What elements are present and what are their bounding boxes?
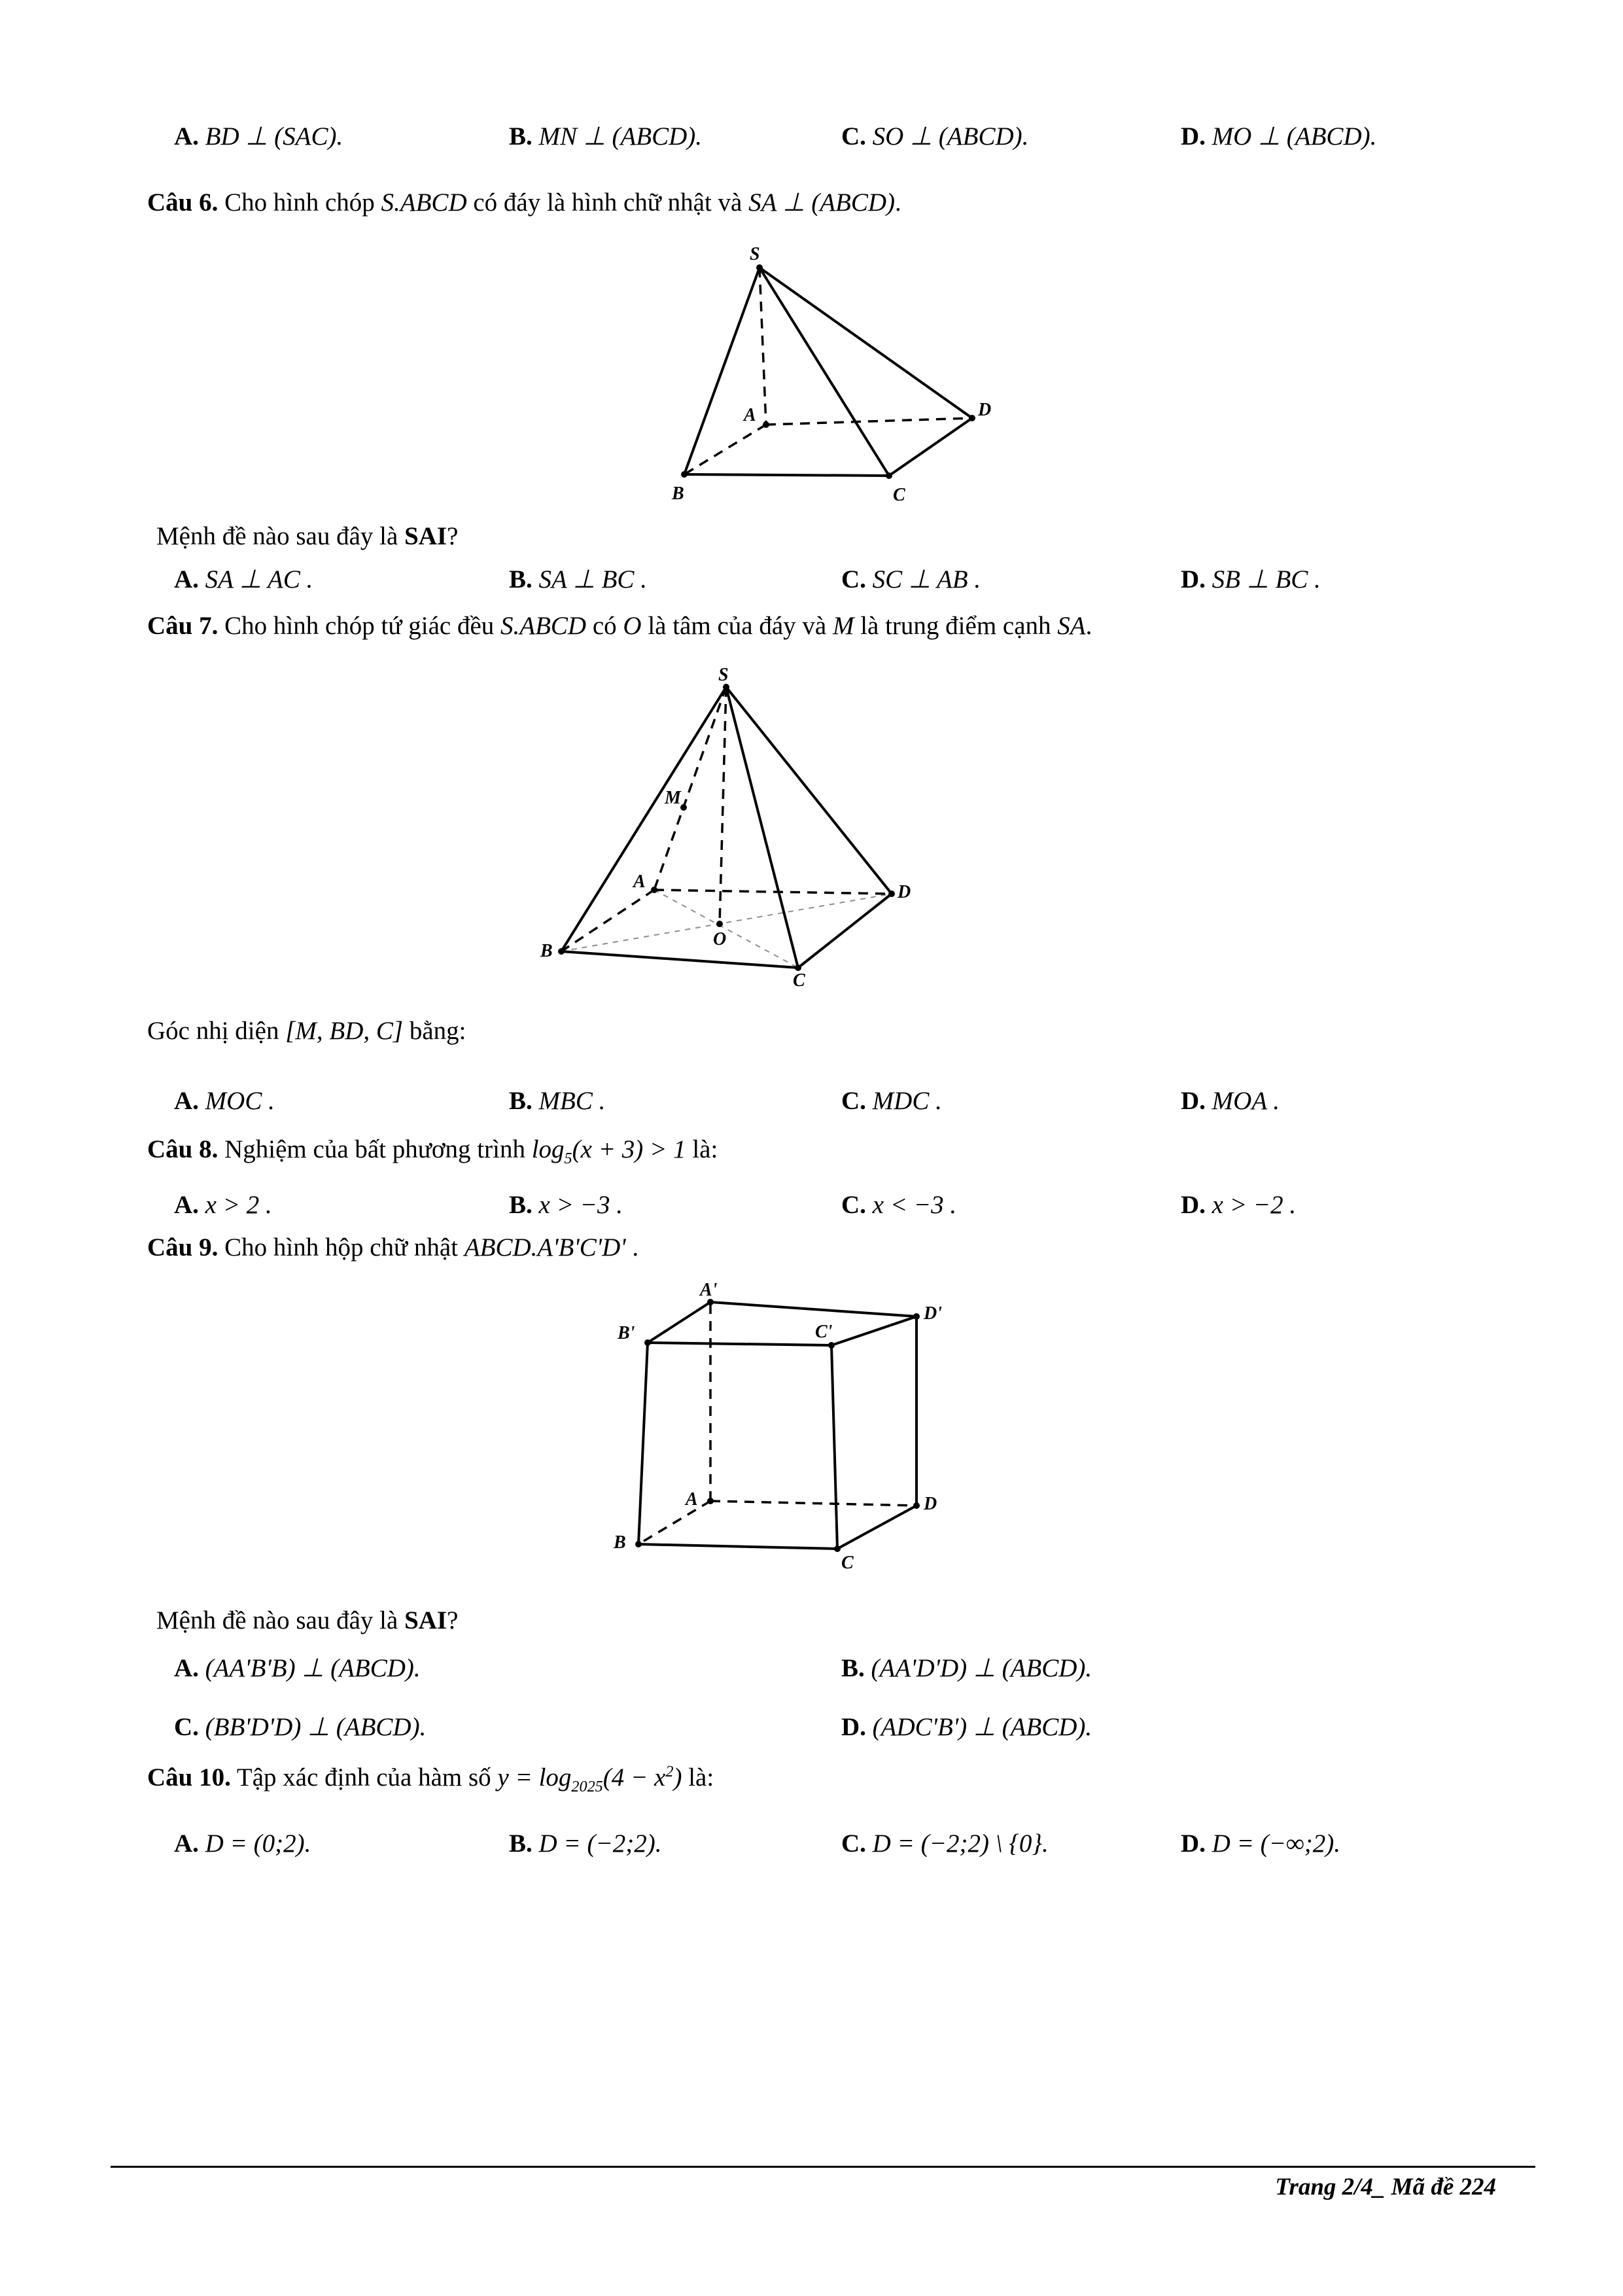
q9-question-sai: SAI <box>404 1606 447 1634</box>
edge-BpCp <box>648 1343 831 1345</box>
fig9-label-D: D <box>924 1493 937 1514</box>
q10-option-c <box>841 1828 1181 1860</box>
fig6-label-A: A <box>744 404 756 425</box>
q7-option-d-text: MOA . <box>1212 1086 1280 1115</box>
q9-option-a <box>174 1653 841 1685</box>
q9-option-d-text: (ADC'B') ⊥ (ABCD). <box>872 1713 1092 1742</box>
q9-option-b <box>841 1653 1476 1685</box>
q7-figure-pyramid-sabcd-o <box>530 667 932 988</box>
q8-option-a-text: x > 2 . <box>205 1191 272 1220</box>
q8-option-a <box>174 1190 509 1222</box>
q9-option-b-label: B. <box>841 1653 865 1682</box>
q9-option-d <box>841 1712 1476 1744</box>
q7-option-c <box>841 1086 1181 1118</box>
fig7-label-S: S <box>718 667 729 685</box>
edge-SA <box>759 268 766 425</box>
q6-stem-text-3: . <box>895 188 901 217</box>
q6-option-d-label: D. <box>1181 565 1206 594</box>
vertex-dot-D <box>969 415 975 421</box>
vertex-dot-Dp <box>913 1313 920 1320</box>
q6-figure-pyramid-sabcd <box>648 244 1005 503</box>
vertex-dot-Cp <box>828 1342 835 1349</box>
q8-stem-math <box>531 1135 686 1168</box>
q10-option-c-label: C. <box>841 1829 866 1858</box>
q8-option-c-label: C. <box>841 1191 866 1220</box>
edge-AB <box>684 425 766 474</box>
q6-question-mark: ? <box>447 521 459 550</box>
vertex-dot-A <box>763 421 769 428</box>
q7-option-b-text: MBC . <box>538 1086 606 1115</box>
q8-log: log <box>531 1135 565 1164</box>
q8-inequality: (x + 3) > 1 <box>572 1135 686 1164</box>
fig6-dashed-edges <box>684 268 972 474</box>
edge-BC <box>638 1544 837 1549</box>
edge-SB <box>561 687 726 951</box>
q8-options-row <box>174 1190 1476 1222</box>
q7-option-d <box>1181 1086 1476 1118</box>
vertex-dot-S <box>756 264 763 271</box>
q6-option-b <box>509 564 841 596</box>
q9-option-b-text: (AA'D'D) ⊥ (ABCD). <box>871 1653 1092 1682</box>
q9-question-text: Mệnh đề nào sau đây là <box>156 1606 405 1634</box>
fig7-solid-edges <box>561 687 892 968</box>
q10-option-a <box>174 1828 509 1860</box>
q6-option-d-text: SB ⊥ BC . <box>1212 565 1321 594</box>
q6-option-a <box>174 564 509 596</box>
edge-AD <box>710 1501 916 1506</box>
edge-CCp <box>831 1345 837 1549</box>
vertex-dot-C <box>834 1545 841 1552</box>
q10-option-d <box>1181 1828 1476 1860</box>
fig6-vertex-labels <box>671 244 991 503</box>
q8-option-b <box>509 1190 841 1222</box>
q10-stem <box>147 1762 1476 1797</box>
q5-option-c-text: SO ⊥ (ABCD). <box>872 122 1029 150</box>
q7-stem-text-2: có <box>586 612 623 640</box>
q9-option-d-label: D. <box>841 1713 866 1742</box>
q6-option-d <box>1181 564 1476 596</box>
q9-option-c <box>174 1712 841 1744</box>
edge-CD <box>889 418 972 476</box>
vertex-dot-B <box>635 1541 642 1547</box>
q5-option-b-label: B. <box>509 122 532 150</box>
fig9-label-Dp: D' <box>924 1303 942 1324</box>
q10-stem-post: là: <box>682 1763 714 1792</box>
fig7-label-B: B <box>540 940 553 961</box>
fig9-label-Ap: A' <box>700 1282 718 1300</box>
q9-figure-rectangular-box <box>612 1282 952 1574</box>
edge-CD <box>798 894 892 968</box>
q10-fn: y = log <box>497 1763 572 1792</box>
vertex-dot-D <box>913 1502 920 1509</box>
q7-question-text: Góc nhị diện <box>147 1016 286 1045</box>
edge-CpDp <box>831 1316 916 1345</box>
q5-option-a <box>174 121 509 153</box>
q5-option-a-label: A. <box>174 122 199 150</box>
q10-options-row <box>174 1828 1476 1860</box>
q5-options-row <box>174 121 1476 153</box>
fig7-vertex-dots <box>558 684 895 971</box>
q9-option-a-label: A. <box>174 1653 199 1682</box>
q6-option-b-text: SA ⊥ BC . <box>538 565 647 594</box>
fig7-vertex-labels <box>540 667 911 988</box>
edge-BC <box>684 474 889 476</box>
q5-option-b <box>509 121 841 153</box>
fig7-label-D: D <box>898 881 911 902</box>
q8-option-b-label: B. <box>509 1191 532 1220</box>
q9-question <box>156 1605 1476 1637</box>
vertex-dot-M <box>680 804 687 811</box>
q8-stem <box>147 1134 1476 1169</box>
q7-stem-text-1: Cho hình chóp tứ giác đều <box>218 612 501 640</box>
fig7-label-O: O <box>713 928 727 949</box>
q8-number: Câu 8. <box>147 1135 218 1164</box>
vertex-dot-O <box>716 921 723 927</box>
q9-stem-text: Cho hình hộp chữ nhật <box>218 1233 464 1262</box>
q10-option-b-label: B. <box>509 1829 532 1858</box>
q7-option-c-text: MDC . <box>872 1086 942 1115</box>
q5-option-d-text: MO ⊥ (ABCD). <box>1212 122 1377 150</box>
fig6-label-B: B <box>672 483 684 503</box>
edge-SB <box>684 268 759 474</box>
q9-number: Câu 9. <box>147 1233 218 1262</box>
q7-option-b-label: B. <box>509 1086 532 1115</box>
q9-stem-post: . <box>625 1233 639 1262</box>
q6-option-c <box>841 564 1181 596</box>
q9-option-a-text: (AA'B'B) ⊥ (ABCD). <box>205 1653 421 1682</box>
q9-stem <box>147 1232 1476 1264</box>
q10-number: Câu 10. <box>147 1763 231 1792</box>
fig6-label-S: S <box>750 243 760 264</box>
fig9-label-C: C <box>841 1552 854 1573</box>
q5-option-c-label: C. <box>841 122 866 150</box>
fig9-vertex-dots <box>635 1299 920 1552</box>
q8-option-c <box>841 1190 1181 1222</box>
q10-exponent: 2 <box>665 1763 674 1781</box>
q8-option-d-text: x > −2 . <box>1212 1191 1297 1220</box>
q10-option-c-text: D = (−2;2) \ {0}. <box>872 1829 1049 1858</box>
q7-option-b <box>509 1086 841 1118</box>
vertex-dot-D <box>888 891 895 897</box>
q10-option-b-text: D = (−2;2). <box>538 1829 662 1858</box>
fig7-label-M: M <box>665 787 681 808</box>
q7-options-row <box>174 1086 1476 1118</box>
q10-stem-text: Tập xác định của hàm số <box>230 1763 498 1792</box>
vertex-dot-Bp <box>644 1339 651 1346</box>
page-number: Trang 2/4_ Mã đề 224 <box>1275 2174 1496 2200</box>
q9-option-c-text: (BB'D'D) ⊥ (ABCD). <box>205 1713 427 1742</box>
q8-option-d <box>1181 1190 1476 1222</box>
q10-option-d-label: D. <box>1181 1829 1206 1858</box>
q7-stem-math-3: M <box>832 612 854 640</box>
edge-DpAp <box>710 1302 916 1316</box>
q10-option-a-text: D = (0;2). <box>205 1829 311 1858</box>
edge-AD <box>766 418 972 425</box>
edge-BBp <box>638 1343 648 1544</box>
q10-option-a-label: A. <box>174 1829 199 1858</box>
q9-options-row-1 <box>174 1653 1476 1685</box>
q6-stem-text-1: Cho hình chóp <box>218 188 381 217</box>
vertex-dot-A <box>651 887 657 893</box>
q9-stem-math: ABCD.A'B'C'D' <box>464 1233 626 1262</box>
q6-option-c-label: C. <box>841 565 866 594</box>
q6-question <box>156 521 1476 553</box>
q5-option-b-text: MN ⊥ (ABCD). <box>538 122 703 150</box>
q7-stem-text-5: . <box>1085 612 1092 640</box>
fig6-solid-edges <box>684 268 972 476</box>
q7-option-a <box>174 1086 509 1118</box>
vertex-dot-B <box>681 471 688 478</box>
q6-option-c-text: SC ⊥ AB . <box>872 565 981 594</box>
q5-option-d <box>1181 121 1476 153</box>
fig9-label-Bp: B' <box>618 1322 635 1343</box>
q10-log-base: 2025 <box>571 1777 603 1795</box>
vertex-dot-B <box>558 948 565 955</box>
q7-stem-text-3: là tâm của đáy và <box>641 612 833 640</box>
fig7-label-A: A <box>633 871 646 892</box>
fig9-solid-edges <box>638 1302 916 1549</box>
q7-question-math: [M, BD, C] <box>285 1016 404 1045</box>
fig9-label-Cp: C' <box>815 1321 833 1342</box>
segment-SO <box>720 687 726 924</box>
edge-AB <box>561 890 654 951</box>
q7-question <box>147 1016 1476 1048</box>
q7-stem-math-1: S.ABCD <box>500 612 587 640</box>
q6-question-text: Mệnh đề nào sau đây là <box>156 521 405 550</box>
q5-option-a-text: BD ⊥ (SAC). <box>205 122 343 150</box>
fig7-dashed-edges <box>561 687 892 951</box>
q9-question-mark: ? <box>447 1606 459 1634</box>
q7-stem-math-4: SA <box>1057 612 1086 640</box>
diagonal-BD <box>561 894 892 951</box>
edge-CD <box>837 1506 916 1549</box>
q6-options-row <box>174 564 1476 596</box>
q6-stem-math-1: S.ABCD <box>381 188 467 217</box>
fig7-label-C: C <box>793 970 805 988</box>
q7-option-a-text: MOC . <box>205 1086 275 1115</box>
q6-number: Câu 6. <box>147 188 218 217</box>
fig9-label-B: B <box>614 1532 626 1553</box>
q6-option-a-label: A. <box>174 565 199 594</box>
q6-stem-math-2: SA ⊥ (ABCD) <box>748 188 896 217</box>
q8-stem-post: là: <box>686 1135 718 1164</box>
vertex-dot-A <box>707 1498 714 1504</box>
q10-option-b <box>509 1828 841 1860</box>
q7-stem <box>147 610 1476 643</box>
edge-AD <box>654 890 892 894</box>
q9-options-row-2 <box>174 1712 1476 1744</box>
fig9-dashed-edges <box>638 1302 916 1544</box>
q9-option-c-label: C. <box>174 1713 199 1742</box>
q5-option-c <box>841 121 1181 153</box>
q6-stem-text-2: có đáy là hình chữ nhật và <box>466 188 749 217</box>
fig6-label-D: D <box>978 399 992 420</box>
q7-stem-math-2: O <box>623 612 642 640</box>
q8-option-b-text: x > −3 . <box>538 1191 623 1220</box>
q10-expr: (4 − x <box>602 1763 666 1792</box>
q8-stem-text: Nghiệm của bất phương trình <box>218 1135 532 1164</box>
q7-stem-text-4: là trung điểm cạnh <box>854 612 1058 640</box>
fig9-label-A: A <box>686 1489 698 1510</box>
q8-log-base: 5 <box>564 1150 572 1168</box>
q6-option-b-label: B. <box>509 565 532 594</box>
edge-SD <box>759 268 972 418</box>
q7-option-a-label: A. <box>174 1086 199 1115</box>
q7-option-d-label: D. <box>1181 1086 1206 1115</box>
edge-BC <box>561 951 798 968</box>
page-footer <box>111 2166 1535 2201</box>
fig6-label-C: C <box>893 484 905 503</box>
q8-option-a-label: A. <box>174 1191 199 1220</box>
edge-AB <box>638 1501 710 1544</box>
edge-SC <box>726 687 798 968</box>
q7-number: Câu 7. <box>147 612 218 640</box>
vertex-dot-C <box>886 472 892 479</box>
q10-stem-math <box>497 1763 682 1795</box>
q7-question-post: bằng: <box>403 1016 466 1045</box>
q6-question-sai: SAI <box>404 521 447 550</box>
q6-stem <box>147 187 1476 219</box>
q8-option-d-label: D. <box>1181 1191 1206 1220</box>
edge-SC <box>759 268 889 476</box>
q8-option-c-text: x < −3 . <box>872 1191 957 1220</box>
q7-option-c-label: C. <box>841 1086 866 1115</box>
q6-option-a-text: SA ⊥ AC . <box>205 565 313 594</box>
q10-option-d-text: D = (−∞;2). <box>1212 1829 1340 1858</box>
edge-SD <box>726 687 892 894</box>
q10-expr-close: ) <box>673 1763 682 1792</box>
q5-option-d-label: D. <box>1181 122 1206 150</box>
edge-ApBp <box>648 1302 710 1343</box>
